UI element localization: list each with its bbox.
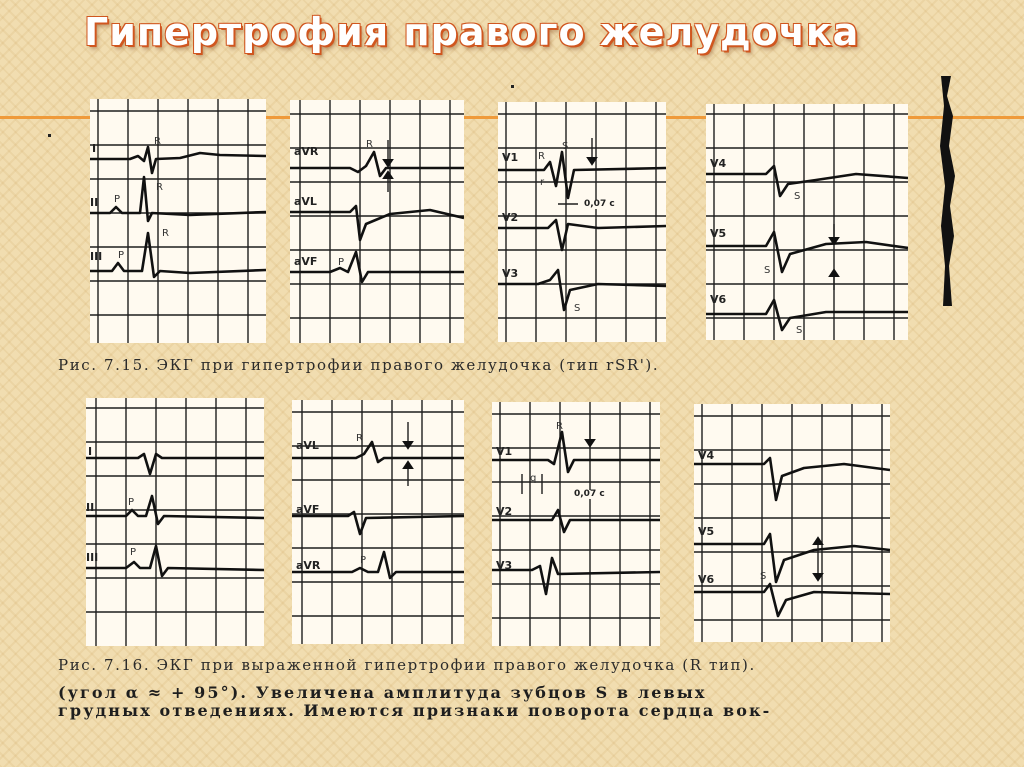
lead-label: II: [86, 501, 95, 514]
wave-label: R: [556, 421, 563, 432]
ecg-panel-augmented-leads: [290, 100, 464, 343]
ecg-trace-V5: [706, 232, 908, 272]
wave-label: R: [356, 433, 363, 444]
lead-label: V4: [710, 157, 727, 170]
scan-speck: [48, 134, 51, 137]
wave-label: r: [540, 177, 545, 188]
ecg-trace-V6: [706, 300, 908, 330]
lead-label: aVR: [294, 145, 319, 158]
lead-label: III: [90, 250, 103, 263]
lead-label: V3: [502, 267, 519, 280]
wave-label: R: [538, 151, 545, 162]
ecg-trace-III: [86, 546, 264, 576]
ecg-trace-I: [90, 147, 266, 173]
ecg-trace-I: [86, 454, 264, 474]
ecg-panel-limb-leads: [90, 99, 266, 343]
wave-label: P: [360, 555, 367, 566]
wave-label: P: [338, 257, 345, 268]
ecg-panel-chest-leads-right: [498, 102, 666, 342]
interval-note: 0,07 с: [584, 199, 615, 209]
wave-label: P: [114, 194, 121, 205]
lead-label: V4: [698, 449, 715, 462]
wave-label: P: [128, 497, 135, 508]
ecg-grid: [706, 104, 908, 340]
lead-label: V5: [710, 227, 727, 240]
wave-label: R: [156, 182, 163, 193]
lead-label: aVR: [296, 559, 321, 572]
ecg-grid: [694, 404, 890, 642]
lead-label: II: [90, 196, 99, 209]
figure-caption: Рис. 7.15. ЭКГ при гипертрофии правого желудочка (тип rSR').: [58, 356, 660, 374]
figure-text-line: (угол α ≈ + 95°). Увеличена амплитуда зубцов S в левых: [58, 683, 707, 702]
lead-label: V2: [496, 505, 513, 518]
lead-label: V2: [502, 211, 519, 224]
ecg-trace-III: [90, 233, 266, 277]
ecg-grid: [290, 100, 464, 343]
scan-speck: [511, 85, 514, 88]
lead-label: V1: [502, 151, 519, 164]
lead-label: I: [88, 445, 93, 458]
figure-caption: Рис. 7.16. ЭКГ при выраженной гипертрофии правого желудочка (R тип).: [58, 656, 756, 674]
wave-label: R: [154, 136, 161, 147]
slide-title: Гипертрофия правого желудочка: [84, 10, 860, 54]
lead-label: I: [92, 142, 97, 155]
ecg-panel-augmented-leads: [292, 400, 464, 644]
lead-label: aVL: [296, 439, 319, 452]
wave-label: S: [574, 303, 581, 314]
lead-label: V1: [496, 445, 513, 458]
wave-label: R: [162, 228, 169, 239]
lead-label: V5: [698, 525, 715, 538]
lead-label: III: [86, 551, 99, 564]
ecg-grid: [86, 398, 264, 646]
wave-label: P: [118, 250, 125, 261]
ecg-grid: [492, 402, 660, 646]
ecg-trace-V2: [492, 510, 660, 532]
lead-label: aVL: [294, 195, 317, 208]
ecg-trace-V1: [492, 432, 660, 472]
lead-label: aVF: [296, 503, 320, 516]
wave-label: S: [562, 141, 569, 152]
lead-label: V6: [710, 293, 727, 306]
scan-edge-artifact: [937, 76, 967, 306]
ecg-panel-chest-leads-left: [694, 404, 890, 642]
figure-text-line: грудных отведениях. Имеются признаки поворота сердца вок-: [58, 701, 772, 720]
ecg-trace-aVL: [290, 206, 464, 240]
wave-label: R: [366, 139, 373, 150]
ecg-trace-V3: [492, 558, 660, 594]
ecg-trace-V3: [498, 267, 666, 310]
wave-label: q: [530, 473, 537, 484]
wave-label: P: [130, 547, 137, 558]
ecg-grid: [292, 400, 464, 644]
ecg-trace-V4: [706, 166, 908, 196]
wave-label: S: [794, 191, 801, 202]
lead-label: aVF: [294, 255, 318, 268]
wave-label: S: [796, 325, 803, 336]
lead-label: V3: [496, 559, 513, 572]
ecg-trace-V1: [498, 152, 666, 198]
ecg-panel-chest-leads-left: [706, 104, 908, 340]
interval-note: 0,07 с: [574, 489, 605, 499]
ecg-grid: [498, 102, 666, 342]
ecg-trace-V2: [498, 220, 666, 250]
lead-label: V6: [698, 573, 715, 586]
wave-label: S: [760, 571, 767, 582]
wave-label: S: [764, 265, 771, 276]
ecg-panel-chest-leads-right: [492, 402, 660, 646]
ecg-grid: [90, 99, 266, 343]
ecg-panel-limb-leads: [86, 398, 264, 646]
